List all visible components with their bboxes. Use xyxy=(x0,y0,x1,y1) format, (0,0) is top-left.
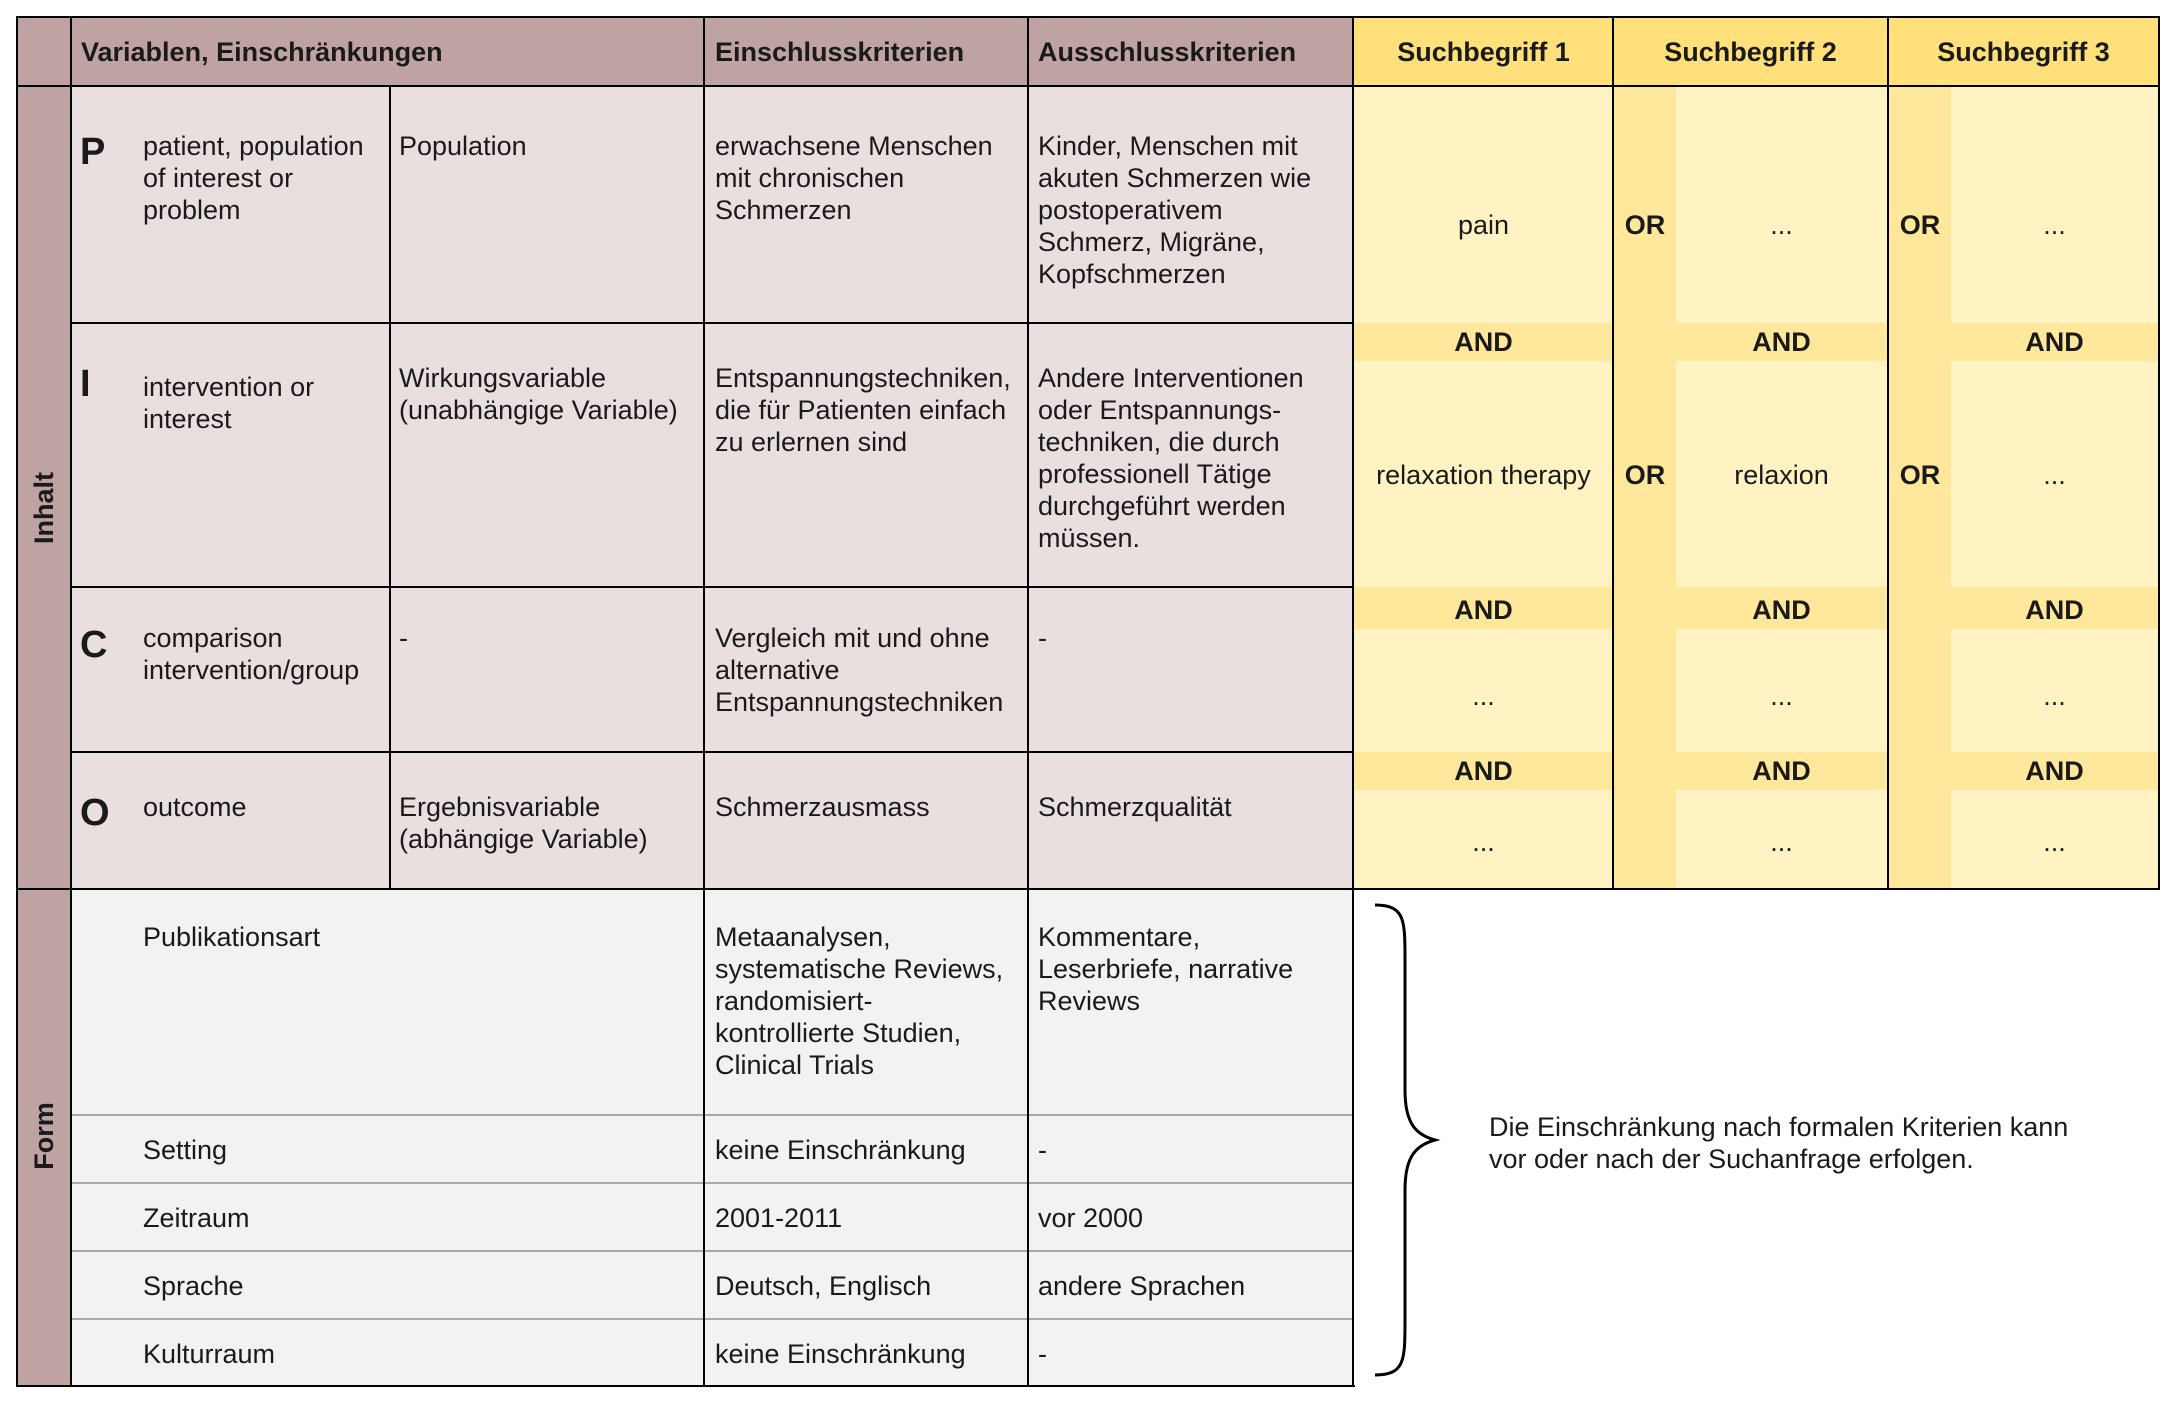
pico-letter-o: O xyxy=(80,792,110,834)
text-line: systematische Reviews, xyxy=(715,954,1004,984)
term-p-3: ... xyxy=(2043,210,2066,240)
text-line: alternative xyxy=(715,655,840,685)
form-publikationsart-exclusion xyxy=(1038,921,1293,1017)
inclusion-divider xyxy=(703,16,705,1387)
row-line-form-2 xyxy=(71,1182,1353,1184)
text-line: Leserbriefe, narrative xyxy=(1038,954,1294,984)
and-2-col-2: AND xyxy=(1752,595,1811,625)
term-i-2: relaxion xyxy=(1734,460,1829,490)
text-line: (abhängige Variable) xyxy=(399,824,648,854)
text-line: akuten Schmerzen wie xyxy=(1038,163,1312,193)
form-setting-exclusion: - xyxy=(1038,1135,1047,1165)
and-2-col-3: AND xyxy=(2025,595,2084,625)
and-1-col-2: AND xyxy=(1752,327,1811,357)
row-line-i-c xyxy=(71,586,1353,588)
text-line: Entspannungstechniken, xyxy=(715,363,1011,393)
row-line-form-1 xyxy=(71,1114,1353,1116)
form-setting-inclusion: keine Einschränkung xyxy=(715,1135,966,1165)
search-divider xyxy=(1352,16,1354,1387)
text-line: outcome xyxy=(143,792,247,822)
and-3-col-1: AND xyxy=(1454,756,1513,786)
text-line: oder Entspannungs- xyxy=(1038,395,1282,425)
term-i-1: relaxation therapy xyxy=(1376,460,1591,490)
text-line: die für Patienten einfach xyxy=(715,395,1007,425)
text-line: Population xyxy=(399,131,527,161)
header-search-term-2: Suchbegriff 2 xyxy=(1664,37,1837,67)
pico-p-variable xyxy=(399,130,527,162)
text-line: intervention/group xyxy=(143,655,360,685)
form-kulturraum-label: Kulturraum xyxy=(143,1339,276,1369)
pico-letter-c: C xyxy=(80,624,108,666)
pico-o-inclusion xyxy=(715,791,930,823)
text-line: Schmerz, Migräne, xyxy=(1038,227,1265,257)
table-border-right xyxy=(2158,16,2160,890)
header-variables: Variablen, Einschränkungen xyxy=(81,37,443,67)
table-border-bottom xyxy=(17,1385,1355,1387)
term-p-2: ... xyxy=(1770,210,1793,240)
text-line: Entspannungstechniken xyxy=(715,687,1004,717)
term-c-1: ... xyxy=(1472,681,1495,711)
variable-divider xyxy=(389,86,391,889)
pico-i-inclusion xyxy=(715,362,1011,458)
header-exclusion: Ausschlusskriterien xyxy=(1038,37,1297,67)
text-line: Reviews xyxy=(1038,986,1141,1016)
or-p-2: OR xyxy=(1899,210,1941,240)
form-publikationsart-inclusion xyxy=(715,921,1003,1081)
text-line: problem xyxy=(143,195,241,225)
text-line: comparison xyxy=(143,623,283,653)
form-sprache-label: Sprache xyxy=(143,1271,244,1301)
header-search-term-1: Suchbegriff 1 xyxy=(1397,37,1570,67)
pico-c-exclusion xyxy=(1038,622,1047,654)
exclusion-divider xyxy=(1027,16,1029,1387)
text-line: Ergebnisvariable xyxy=(399,792,601,822)
pico-i-meaning xyxy=(143,371,314,435)
table-border-left xyxy=(16,16,18,1387)
pico-o-exclusion xyxy=(1038,791,1232,823)
form-sprache-inclusion: Deutsch, Englisch xyxy=(715,1271,932,1301)
form-publikationsart-label: Publikationsart xyxy=(143,922,321,952)
or-i-2: OR xyxy=(1899,460,1941,490)
text-line: Wirkungsvariable xyxy=(399,363,607,393)
text-line: mit chronischen xyxy=(715,163,905,193)
text-line: durchgeführt werden xyxy=(1038,491,1286,521)
pico-c-meaning xyxy=(143,622,359,686)
header-search-term-3: Suchbegriff 3 xyxy=(1937,37,2110,67)
text-line: (unabhängige Variable) xyxy=(399,395,678,425)
text-line: professionell Tätige xyxy=(1038,459,1272,489)
text-line: Schmerzausmass xyxy=(715,792,930,822)
and-3-col-3: AND xyxy=(2025,756,2084,786)
term-o-2: ... xyxy=(1770,827,1793,857)
row-line-form-4 xyxy=(71,1318,1353,1320)
text-line: randomisiert- xyxy=(715,986,873,1016)
pico-c-inclusion xyxy=(715,622,1003,718)
pico-i-variable xyxy=(399,362,678,426)
text-line: intervention or xyxy=(143,372,315,402)
text-line: Vergleich mit und ohne xyxy=(715,623,990,653)
text-line: müssen. xyxy=(1038,523,1141,553)
pico-i-exclusion xyxy=(1038,362,1304,554)
inhalt-form-line xyxy=(17,888,2159,890)
text-line: Die Einschränkung nach formalen Kriterien kann xyxy=(1489,1112,2069,1142)
pico-letter-p: P xyxy=(80,131,106,173)
form-kulturraum-exclusion: - xyxy=(1038,1339,1047,1369)
form-zeitraum-exclusion: vor 2000 xyxy=(1038,1203,1144,1233)
text-line: interest xyxy=(143,404,232,434)
form-note xyxy=(1489,1111,2068,1175)
text-line: erwachsene Menschen xyxy=(715,131,993,161)
text-line: Kinder, Menschen mit xyxy=(1038,131,1298,161)
and-1-col-1: AND xyxy=(1454,327,1513,357)
or-i-1: OR xyxy=(1624,460,1666,490)
form-zeitraum-inclusion: 2001-2011 xyxy=(715,1203,843,1233)
row-line-p-i xyxy=(71,322,1353,324)
text-line: zu erlernen sind xyxy=(715,427,908,457)
header-inclusion: Einschlusskriterien xyxy=(715,37,965,67)
text-line: Schmerzen xyxy=(715,195,852,225)
text-line: Kopfschmerzen xyxy=(1038,259,1226,289)
text-line: of interest or xyxy=(143,163,294,193)
table-border-top xyxy=(17,16,2159,18)
text-line: kontrollierte Studien, xyxy=(715,1018,962,1048)
pico-c-variable xyxy=(399,622,408,654)
and-3-col-2: AND xyxy=(1752,756,1811,786)
and-1-col-3: AND xyxy=(2025,327,2084,357)
text-line: postoperativem xyxy=(1038,195,1223,225)
search-col-line-1 xyxy=(1612,16,1614,889)
form-zeitraum-label: Zeitraum xyxy=(143,1203,250,1233)
side-label-column-bg xyxy=(17,86,71,1386)
term-c-2: ... xyxy=(1770,681,1793,711)
search-col-line-2 xyxy=(1887,16,1889,889)
text-line: Kommentare, xyxy=(1038,922,1201,952)
text-line: Clinical Trials xyxy=(715,1050,875,1080)
term-o-3: ... xyxy=(2043,827,2066,857)
text-line: techniken, die durch xyxy=(1038,427,1280,457)
form-setting-label: Setting xyxy=(143,1135,228,1165)
or-p-1: OR xyxy=(1624,210,1666,240)
row-line-form-3 xyxy=(71,1250,1353,1252)
text-line: Andere Interventionen xyxy=(1038,363,1304,393)
form-kulturraum-inclusion: keine Einschränkung xyxy=(715,1339,966,1369)
header-bottom-line xyxy=(17,85,2159,87)
text-line: - xyxy=(1038,623,1047,653)
term-c-3: ... xyxy=(2043,681,2066,711)
text-line: Schmerzqualität xyxy=(1038,792,1232,822)
text-line: vor oder nach der Suchanfrage erfolgen. xyxy=(1489,1144,1974,1174)
text-line: Metaanalysen, xyxy=(715,922,891,952)
pico-o-meaning xyxy=(143,791,247,823)
row-line-c-o xyxy=(71,751,1353,753)
curly-brace xyxy=(1365,900,1445,1380)
pico-o-variable xyxy=(399,791,648,855)
pico-p-inclusion xyxy=(715,130,993,226)
side-label-inhalt: Inhalt xyxy=(29,472,59,544)
side-label-divider xyxy=(70,16,72,1387)
term-p-1: pain xyxy=(1457,210,1510,240)
pico-p-meaning xyxy=(143,130,364,226)
form-sprache-exclusion: andere Sprachen xyxy=(1038,1271,1246,1301)
and-2-col-1: AND xyxy=(1454,595,1513,625)
pico-p-exclusion xyxy=(1038,130,1311,290)
pico-letter-i: I xyxy=(80,363,91,405)
side-label-form: Form xyxy=(29,1102,59,1170)
term-i-3: ... xyxy=(2043,460,2066,490)
term-o-1: ... xyxy=(1472,827,1495,857)
text-line: - xyxy=(399,623,408,653)
text-line: patient, population xyxy=(143,131,364,161)
